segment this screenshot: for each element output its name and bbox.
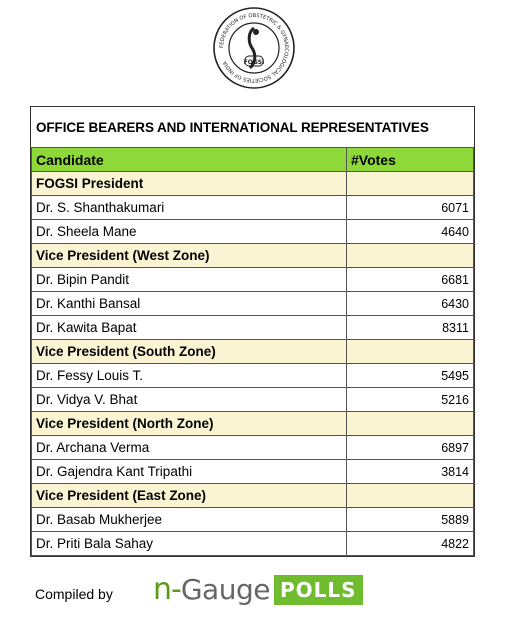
candidate-row	[32, 316, 474, 340]
candidate-name: Dr. Vidya V. Bhat	[32, 388, 347, 412]
svg-text:FOGSI: FOGSI	[243, 59, 265, 66]
footer	[0, 570, 509, 620]
candidate-name: Dr. Fessy Louis T.	[32, 364, 347, 388]
candidate-row	[32, 220, 474, 244]
candidate-votes: 4822	[347, 532, 474, 556]
section-title: Vice President (East Zone)	[32, 484, 347, 508]
brand-polls: POLLS	[274, 575, 363, 605]
section-votes-empty	[347, 340, 474, 364]
candidate-votes: 5889	[347, 508, 474, 532]
candidate-row	[32, 460, 474, 484]
results-sheet	[30, 106, 475, 557]
section-row	[32, 340, 474, 364]
table-title: OFFICE BEARERS AND INTERNATIONAL REPRESENTATIVES	[36, 119, 429, 135]
candidate-votes: 4640	[347, 220, 474, 244]
candidate-name: Dr. S. Shanthakumari	[32, 196, 347, 220]
candidate-votes: 6681	[347, 268, 474, 292]
svg-text:FEDERATION OF OBSTETRIC & GYNA: FEDERATION OF OBSTETRIC & GYNAECOLOGICAL SOCIETIES OF INDIA	[218, 12, 290, 84]
section-votes-empty	[347, 244, 474, 268]
section-votes-empty	[347, 172, 474, 196]
section-row	[32, 244, 474, 268]
section-title: Vice President (North Zone)	[32, 412, 347, 436]
candidate-votes: 5495	[347, 364, 474, 388]
candidate-votes: 6897	[347, 436, 474, 460]
candidate-votes: 6430	[347, 292, 474, 316]
section-title: Vice President (South Zone)	[32, 340, 347, 364]
candidate-row	[32, 268, 474, 292]
section-votes-empty	[347, 484, 474, 508]
header-candidate: Candidate	[32, 148, 347, 172]
section-row	[32, 412, 474, 436]
header-votes: #Votes	[347, 148, 474, 172]
candidate-name: Dr. Gajendra Kant Tripathi	[32, 460, 347, 484]
header-row	[32, 148, 474, 172]
brand-n: n-	[153, 572, 181, 607]
section-row	[32, 172, 474, 196]
ngauge-polls-logo	[153, 572, 363, 607]
candidate-row	[32, 388, 474, 412]
candidate-name: Dr. Basab Mukherjee	[32, 508, 347, 532]
candidate-row	[32, 436, 474, 460]
candidate-name: Dr. Sheela Mane	[32, 220, 347, 244]
candidate-name: Dr. Bipin Pandit	[32, 268, 347, 292]
brand-gauge: Gauge	[180, 573, 270, 606]
candidate-votes: 6071	[347, 196, 474, 220]
section-title: Vice President (West Zone)	[32, 244, 347, 268]
candidate-row	[32, 292, 474, 316]
candidate-name: Dr. Kawita Bapat	[32, 316, 347, 340]
section-row	[32, 484, 474, 508]
section-title: FOGSI President	[32, 172, 347, 196]
section-votes-empty	[347, 412, 474, 436]
candidate-name: Dr. Archana Verma	[32, 436, 347, 460]
candidate-name: Dr. Priti Bala Sahay	[32, 532, 347, 556]
compiled-by-label: Compiled by	[35, 586, 113, 602]
candidate-row	[32, 364, 474, 388]
candidate-row	[32, 532, 474, 556]
fogsi-logo	[212, 6, 296, 90]
candidate-row	[32, 196, 474, 220]
candidate-name: Dr. Kanthi Bansal	[32, 292, 347, 316]
candidate-row	[32, 508, 474, 532]
candidate-votes: 5216	[347, 388, 474, 412]
candidate-votes: 8311	[347, 316, 474, 340]
candidate-votes: 3814	[347, 460, 474, 484]
results-table	[31, 147, 474, 556]
